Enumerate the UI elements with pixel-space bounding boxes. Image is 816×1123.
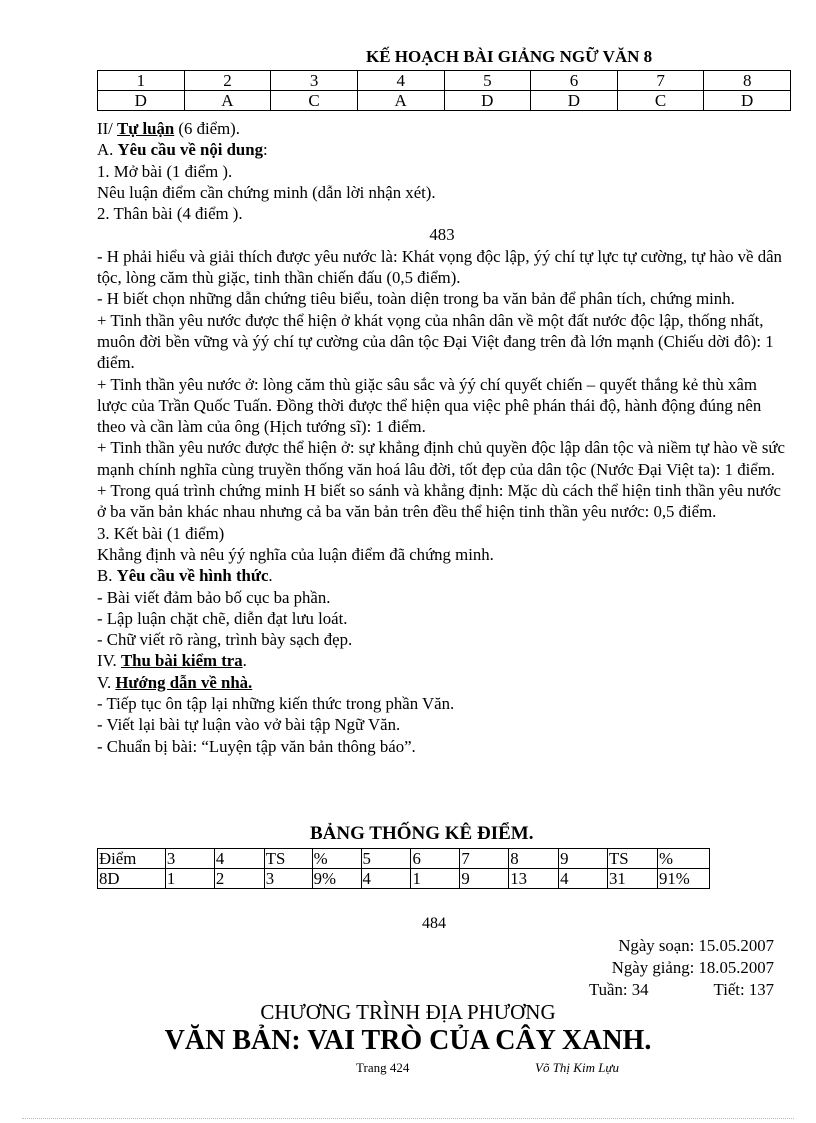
stats-cell: 5 [361, 849, 411, 869]
answer-key: C [617, 91, 704, 111]
program-title: CHƯƠNG TRÌNH ĐỊA PHƯƠNG [260, 1000, 556, 1024]
stats-cell: 4 [559, 869, 608, 889]
stats-cell: 8 [509, 849, 559, 869]
paragraph: + Tinh thần yêu nước ở: lòng căm thù giặc sâu sắc và ýý chí quyết chiến – quyết thắng kẻ thù xâm lược của Trần Quốc Tuấn. Đồng thời được thể hiện qua việc phê phán thái độ, hành động đúng nên theo và cần làm của ông (Hịch tướng sĩ): 1 điểm. [97, 374, 762, 437]
part2-suffix: (6 điểm). [174, 119, 240, 138]
stats-cell: 13 [509, 869, 559, 889]
home-item: - Tiếp tục ôn tập lại những kiến thức trong phần Văn. [97, 694, 455, 714]
answer-key-row [98, 91, 791, 111]
sectionB-suffix: . [268, 566, 273, 586]
part2-title: Tự luận [117, 119, 175, 138]
answer-number: 4 [357, 71, 444, 91]
page-number: 483 [429, 225, 455, 245]
stats-cell: TS [608, 849, 658, 869]
stats-cell: % [657, 849, 709, 869]
sectionB-title: Yêu cầu về hình thức [116, 566, 269, 586]
part2-prefix: II/ [97, 119, 118, 138]
stats-cell: TS [264, 849, 312, 869]
page-header: KẾ HOẠCH BÀI GIẢNG NGỮ VĂN 8 [366, 47, 653, 66]
answer-key: A [184, 91, 271, 111]
ngay-giang: Ngày giảng: 18.05.2007 [611, 958, 774, 977]
form-item: - Chữ viết rõ ràng, trình bày sạch đẹp. [97, 630, 353, 650]
sectionB-prefix: B. [97, 566, 117, 586]
stats-cell: 9 [460, 869, 509, 889]
part4-prefix: IV. [97, 651, 121, 671]
stats-cell: 2 [214, 869, 264, 889]
stats-cell: 3 [165, 849, 214, 869]
stats-cell: 9 [559, 849, 608, 869]
stats-cell: 1 [411, 869, 460, 889]
thanbai-heading: 2. Thân bài (4 điểm ). [97, 204, 243, 224]
part4-suffix: . [242, 651, 247, 671]
footer-author: Võ Thị Kim Lựu [535, 1060, 620, 1075]
ngay-soan: Ngày soạn: 15.05.2007 [618, 936, 774, 955]
answer-number: 2 [184, 71, 271, 91]
answer-key: D [531, 91, 618, 111]
stats-title: BẢNG THỐNG KÊ ĐIỂM. [310, 823, 534, 844]
part4-heading [97, 650, 787, 671]
ketbai-heading: 3. Kết bài (1 điểm) [97, 523, 225, 543]
tiet: Tiết: 137 [713, 980, 774, 999]
paragraph: + Trong quá trình chứng minh H biết so sánh và khẳng định: Mặc dù cách thể hiện tinh thần yêu nước ở ba văn bản khác nhau nhưng cả ba văn bản trên đều thể hiện tinh thần yêu nước: 0,5 điểm. [97, 481, 781, 522]
tuan: Tuần: 34 [589, 980, 649, 999]
answer-number: 7 [617, 71, 704, 91]
sectionA-title: Yêu cầu về nội dung [117, 140, 263, 160]
page-number-2: 484 [422, 915, 446, 932]
stats-cell: 1 [165, 869, 214, 889]
stats-cell: 8D [98, 869, 166, 889]
stats-cell: 31 [608, 869, 658, 889]
answer-table [97, 70, 791, 111]
document-body [97, 118, 787, 757]
stats-cell: 4 [214, 849, 264, 869]
answer-key: D [704, 91, 791, 111]
answer-key: C [271, 91, 358, 111]
form-item: - Lập luận chặt chẽ, diễn đạt lưu loát. [97, 608, 348, 628]
stats-cell: 9% [312, 869, 361, 889]
stats-table [97, 848, 710, 889]
stats-cell: % [312, 849, 361, 869]
ketbai-text: Khẳng định và nêu ýý nghĩa của luận điểm đã chứng minh. [97, 544, 494, 564]
answer-number: 1 [98, 71, 185, 91]
form-item: - Bài viết đảm bảo bố cục ba phần. [97, 587, 331, 607]
paragraph: + Tinh thần yêu nước được thể hiện ở: sự khẳng định chủ quyền độc lập dân tộc và niềm tự hào về sức mạnh chính nghĩa cùng truyền thống văn hoá lâu đời, tốt đẹp của dân tộc (Nước Đại Việt ta): 1 điểm. [97, 438, 785, 479]
stats-cell: 4 [361, 869, 411, 889]
lesson-title: VĂN BẢN: VAI TRÒ CỦA CÂY XANH. [164, 1025, 652, 1056]
part5-title: Hướng dẫn về nhà. [115, 672, 253, 692]
sectionB-heading [97, 565, 787, 586]
answer-key: A [357, 91, 444, 111]
answer-key: D [444, 91, 531, 111]
answer-number: 6 [531, 71, 618, 91]
mobai-text: Nêu luận điểm cần chứng minh (dẫn lời nhận xét). [97, 182, 436, 202]
part2-heading [97, 118, 787, 139]
part5-heading [97, 672, 787, 693]
sectionA-suffix: : [262, 140, 268, 160]
sectionA-prefix: A. [97, 140, 118, 160]
bottom-divider [22, 1118, 794, 1119]
paragraph: + Tinh thần yêu nước được thể hiện ở khát vọng của nhân dân về một đất nước độc lập, thống nhất, muôn đời bền vững và ýý chí tự cường của dân tộc Đại Việt đang trên đà lớn mạnh (Chiếu dời đô): 1 điểm. [97, 310, 774, 373]
paragraph: - H phải hiểu và giải thích được yêu nước là: Khát vọng độc lập, ýý chí tự lực tự cường, tự hào về dân tộc, lòng căm thù giặc, tinh thần chiến đấu (0,5 điểm). [97, 246, 782, 288]
stats-cell: 7 [460, 849, 509, 869]
answer-number: 5 [444, 71, 531, 91]
answer-number-row [98, 71, 791, 91]
mobai-heading: 1. Mở bài (1 điểm ). [97, 161, 233, 181]
stats-cell: Điểm [98, 849, 166, 869]
part5-prefix: V. [97, 672, 116, 692]
home-item: - Chuẩn bị bài: “Luyện tập văn bản thông báo”. [97, 736, 416, 756]
home-item: - Viết lại bài tự luận vào vở bài tập Ngữ Văn. [97, 715, 401, 735]
stats-cell: 91% [657, 869, 709, 889]
paragraph: - H biết chọn những dẫn chứng tiêu biểu, toàn diện trong ba văn bản để phân tích, chứng minh. [97, 289, 735, 309]
answer-number: 3 [271, 71, 358, 91]
stats-cell: 3 [264, 869, 312, 889]
stats-header-row [98, 849, 710, 869]
footer-page: Trang 424 [356, 1060, 410, 1075]
sectionA-heading [97, 139, 787, 160]
answer-key: D [98, 91, 185, 111]
answer-number: 8 [704, 71, 791, 91]
stats-cell: 6 [411, 849, 460, 869]
part4-title: Thu bài kiểm tra [120, 651, 243, 671]
stats-data-row [98, 869, 710, 889]
